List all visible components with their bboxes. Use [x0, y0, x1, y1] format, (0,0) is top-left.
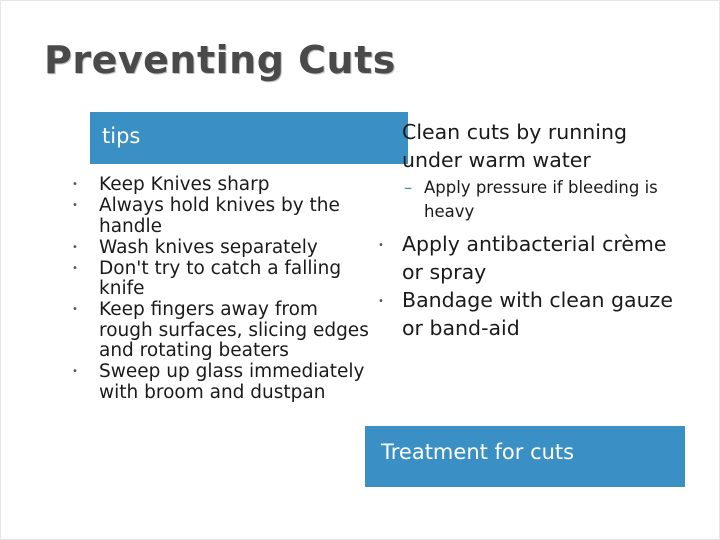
list-item — [72, 259, 372, 300]
list-item — [72, 300, 372, 362]
list-item-text: Sweep up glass immediately with broom and dustpan — [99, 361, 365, 403]
treatment-label: Treatment for cuts — [381, 440, 575, 464]
list-item-text: Don't try to catch a falling knife — [99, 257, 342, 299]
bullet-icon: • — [378, 296, 384, 307]
dash-icon: – — [404, 178, 413, 197]
treatment-item — [378, 230, 678, 286]
list-item — [72, 196, 372, 237]
bullet-icon: • — [72, 366, 78, 377]
list-item — [72, 238, 372, 259]
list-item-text: Always hold knives by the handle — [99, 195, 340, 237]
treatment-list — [378, 118, 678, 342]
treatment-item-text: Bandage with clean gauze or band-aid — [402, 288, 673, 340]
bullet-icon: • — [72, 179, 78, 190]
list-item-text: Keep Knives sharp — [99, 174, 270, 195]
bullet-icon: • — [72, 304, 78, 315]
tips-label-box — [90, 112, 408, 164]
tips-label: tips — [102, 124, 141, 148]
bullet-icon: • — [72, 241, 78, 253]
list-item — [72, 362, 372, 403]
treatment-item — [378, 286, 678, 342]
treatment-label-box — [365, 426, 685, 487]
list-item-text: Keep fingers away from rough surfaces, slicing edges and rotating beaters — [99, 299, 369, 361]
bullet-icon: • — [378, 240, 384, 251]
treatment-item-text: Apply antibacterial crème or spray — [402, 232, 667, 284]
treatment-lead-text: Clean cuts by running under warm water — [402, 120, 627, 172]
bullet-icon: • — [72, 262, 78, 274]
list-item-text: Wash knives separately — [99, 236, 318, 258]
treatment-lead-item — [378, 118, 678, 174]
treatment-sub-text: Apply pressure if bleeding is heavy — [424, 178, 658, 221]
bullet-icon: • — [72, 200, 78, 211]
treatment-sub-item — [378, 176, 678, 224]
slide-title: Preventing Cuts — [44, 38, 396, 82]
list-item — [72, 175, 372, 196]
tips-list — [72, 175, 372, 404]
